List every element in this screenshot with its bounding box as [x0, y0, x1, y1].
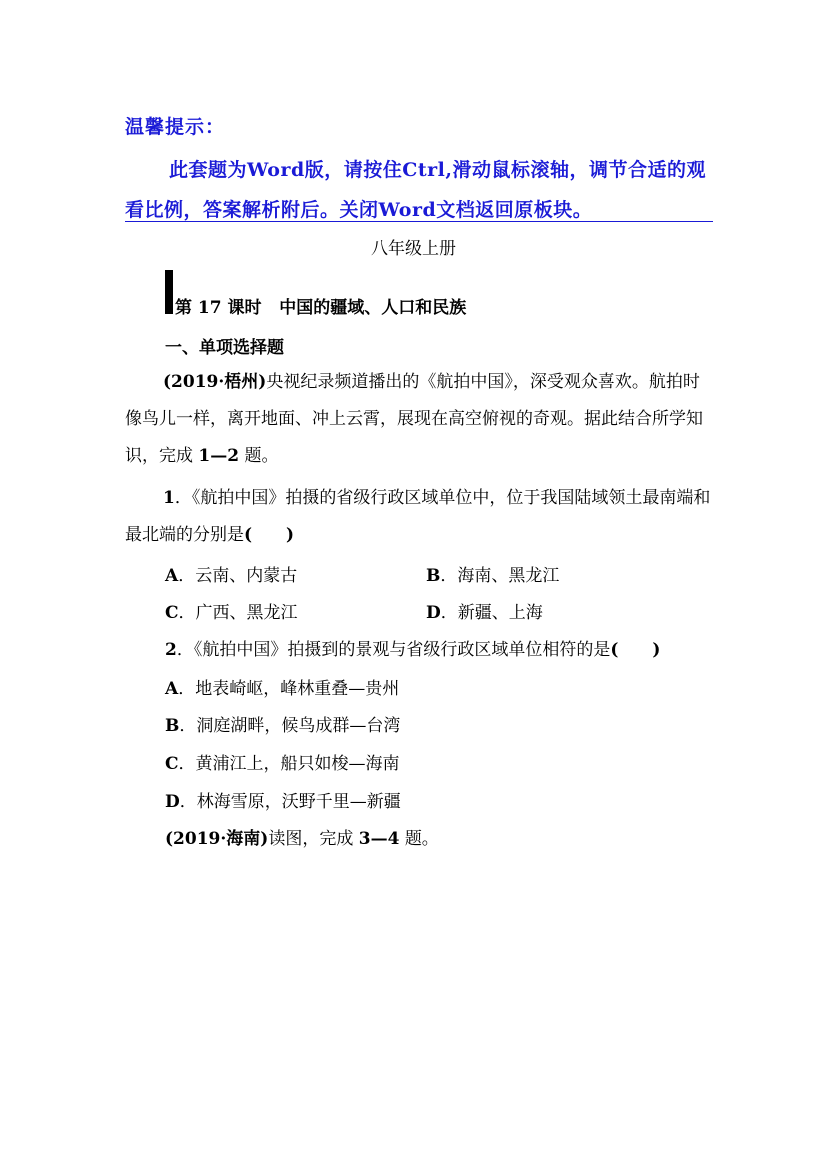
question-1	[125, 480, 715, 554]
lesson-prefix: 第	[175, 298, 192, 318]
q2-text: ．《航拍中国》拍摄到的景观与省级行政区域单位相符的是	[176, 640, 611, 660]
q1-option-a: A．云南、内蒙古	[165, 566, 298, 586]
q2-option-b: B．洞庭湖畔，候鸟成群—台湾	[165, 716, 401, 736]
lesson-title	[175, 293, 466, 318]
q1-option-c: C．广西、黑龙江	[165, 603, 298, 623]
q1-option-b: B．海南、黑龙江	[426, 566, 560, 586]
q2-option-d: D．林海雪原，沃野千里—新疆	[165, 792, 401, 812]
intro1-text: 央视纪录频道播出的《航拍中国》，深受观众喜欢。航拍时像鸟儿一样，离开地面、冲上云霄，展现在高空俯视的奇观。据此结合所学知识，完成	[125, 372, 703, 466]
lesson-marker-bar	[165, 270, 173, 314]
q1-number: 1	[163, 488, 175, 508]
q2-option-c: C．黄浦江上，船只如梭—海南	[165, 754, 400, 774]
grade-heading: 八年级上册	[371, 239, 456, 259]
intro1-end: 题。	[244, 446, 279, 466]
q2-paren: ( )	[610, 640, 661, 660]
q2-number: 2	[165, 640, 177, 660]
intro2-source: (2019·海南)	[165, 829, 269, 849]
question-2	[165, 635, 660, 660]
intro2-end: 题。	[404, 829, 439, 849]
q1-paren: ( )	[244, 525, 295, 545]
intro-paragraph-2	[165, 824, 439, 849]
intro1-range: 1—2	[198, 446, 240, 466]
q1-text: ．《航拍中国》拍摄的省级行政区域单位中，位于我国陆域领土最南端和最北端的分别是	[125, 488, 711, 545]
lesson-suffix: 课时	[227, 298, 262, 318]
q2-option-a: A．地表崎岖，峰林重叠—贵州	[165, 679, 400, 699]
tip-body: 此套题为Word版，请按住Ctrl,滑动鼠标滚轴，调节合适的观看比例，答案解析附后。关闭Word文档返回原板块。	[125, 159, 706, 221]
intro2-text: 读图，完成	[268, 829, 354, 849]
q1-option-d: D．新疆、上海	[426, 603, 543, 623]
lesson-number: 17	[197, 298, 222, 318]
tip-title: 温馨提示：	[125, 116, 226, 138]
lesson-name: 中国的疆域、人口和民族	[279, 298, 467, 318]
section-title: 一、单项选择题	[165, 338, 284, 358]
tip-underline	[125, 221, 713, 222]
intro-paragraph-1	[125, 364, 715, 475]
intro2-range: 3—4	[358, 829, 400, 849]
intro1-source: (2019·梧州)	[163, 372, 267, 392]
